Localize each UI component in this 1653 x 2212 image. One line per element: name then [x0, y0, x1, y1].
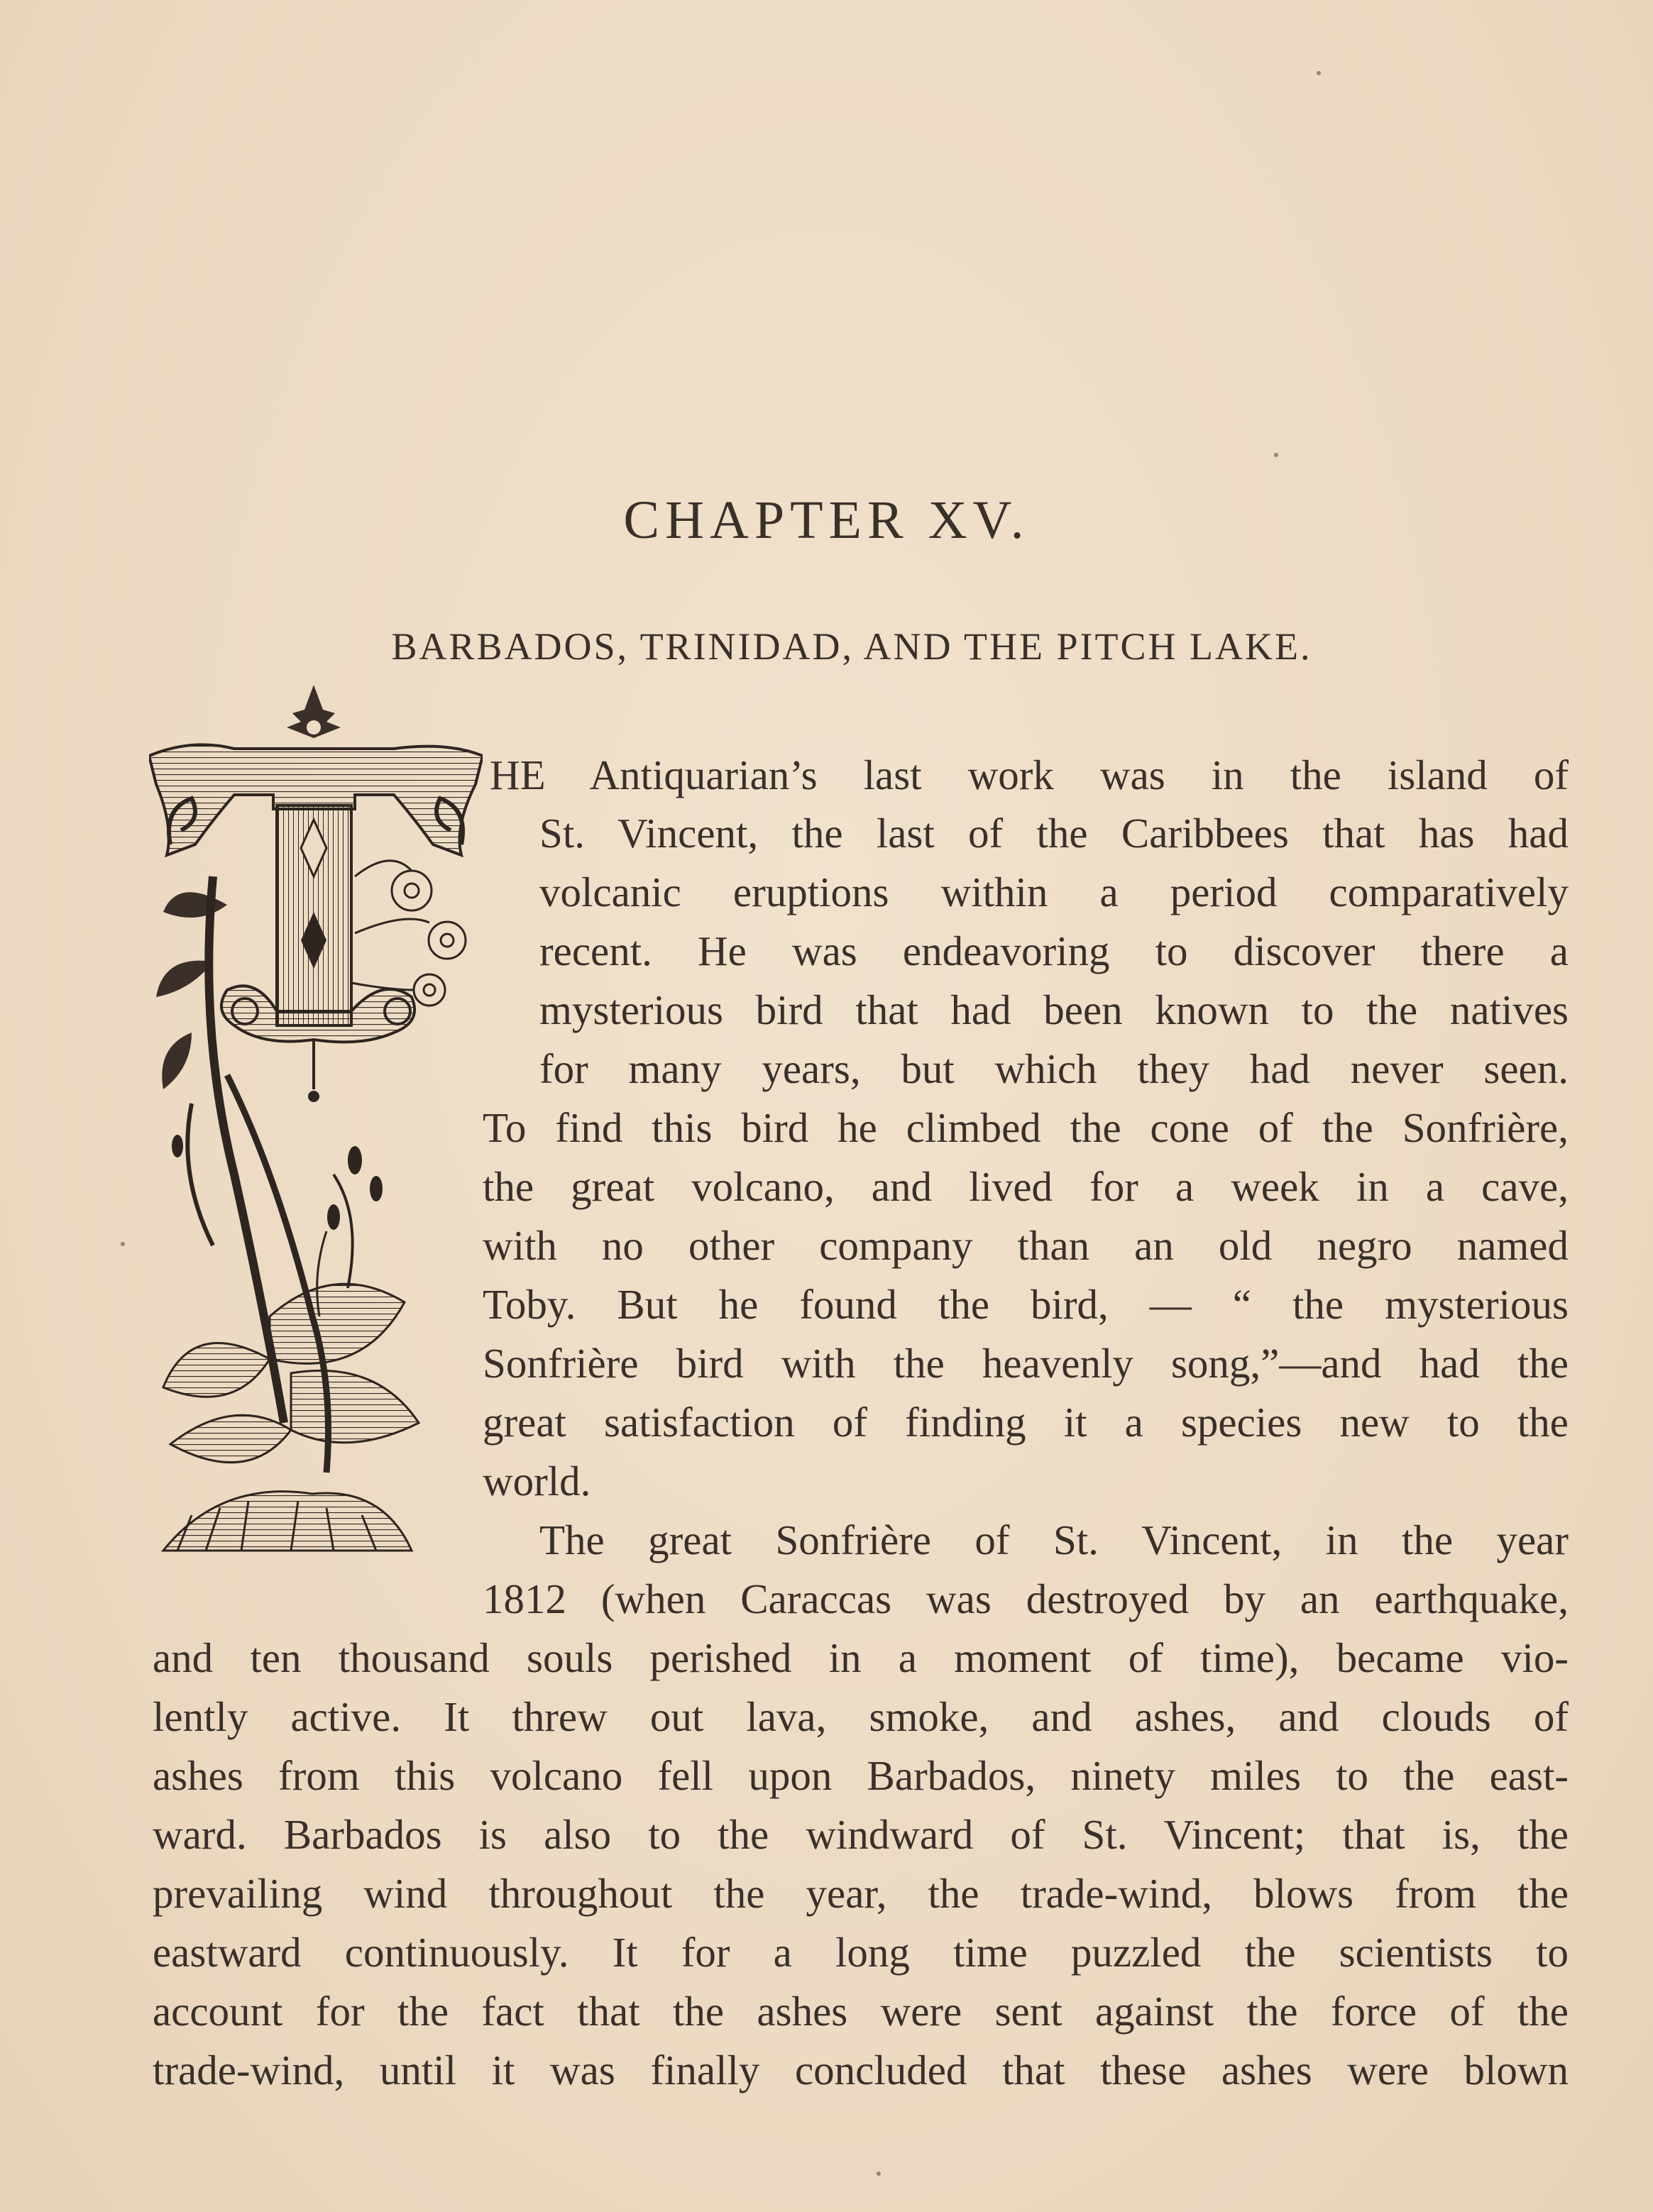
chapter-title: CHAPTER XV. [623, 490, 1030, 550]
text-line: Sonfrière bird with the heavenly song,”—and had the [483, 1340, 1569, 1387]
text-line: ward. Barbados is also to the windward of St. Vincent; that is, the [153, 1811, 1569, 1858]
text-line: trade-wind, until it was finally concluded that these ashes were blown [153, 2047, 1569, 2093]
text-line: 1812 (when Caraccas was destroyed by an earthquake, [483, 1575, 1569, 1622]
text-line: recent. He was endeavoring to discover there a [539, 928, 1569, 974]
ornamental-drop-cap-t [149, 678, 483, 1583]
paper-speck [121, 1242, 125, 1246]
text-line: account for the fact that the ashes were sent against the force of the [153, 1988, 1569, 2035]
text-line: and ten thousand souls perished in a moment of time), became vio- [153, 1634, 1569, 1681]
text-line: To find this bird he climbed the cone of the Sonfrière, [483, 1104, 1569, 1151]
text-line: lently active. It threw out lava, smoke, and ashes, and clouds of [153, 1693, 1569, 1740]
text-line: The great Sonfrière of St. Vincent, in the year [539, 1517, 1569, 1563]
text-line: volcanic eruptions within a period comparatively [539, 869, 1569, 915]
text-line: St. Vincent, the last of the Caribbees that has had [539, 810, 1569, 857]
text-line: world. [483, 1458, 591, 1504]
text-line: for many years, but which they had never seen. [539, 1045, 1569, 1092]
text-line: the great volcano, and lived for a week in a cave, [483, 1163, 1569, 1210]
text-line: ashes from this volcano fell upon Barbados, ninety miles to the east- [153, 1752, 1569, 1799]
text-line: eastward continuously. It for a long time puzzled the scientists to [153, 1929, 1569, 1976]
text-line: Toby. But he found the bird, — “ the mysterious [483, 1281, 1569, 1328]
text-line: HE Antiquarian’s last work was in the island of [490, 752, 1569, 798]
paper-speck [877, 2172, 881, 2176]
text-line: prevailing wind throughout the year, the trade-wind, blows from the [153, 1870, 1569, 1917]
paper-speck [1274, 453, 1278, 457]
paper-speck [1317, 71, 1321, 75]
chapter-subtitle: BARBADOS, TRINIDAD, AND THE PITCH LAKE. [391, 625, 1312, 668]
text-line: with no other company than an old negro named [483, 1222, 1569, 1269]
text-line: mysterious bird that had been known to the natives [539, 986, 1569, 1033]
text-line: great satisfaction of finding it a species new to the [483, 1399, 1569, 1446]
